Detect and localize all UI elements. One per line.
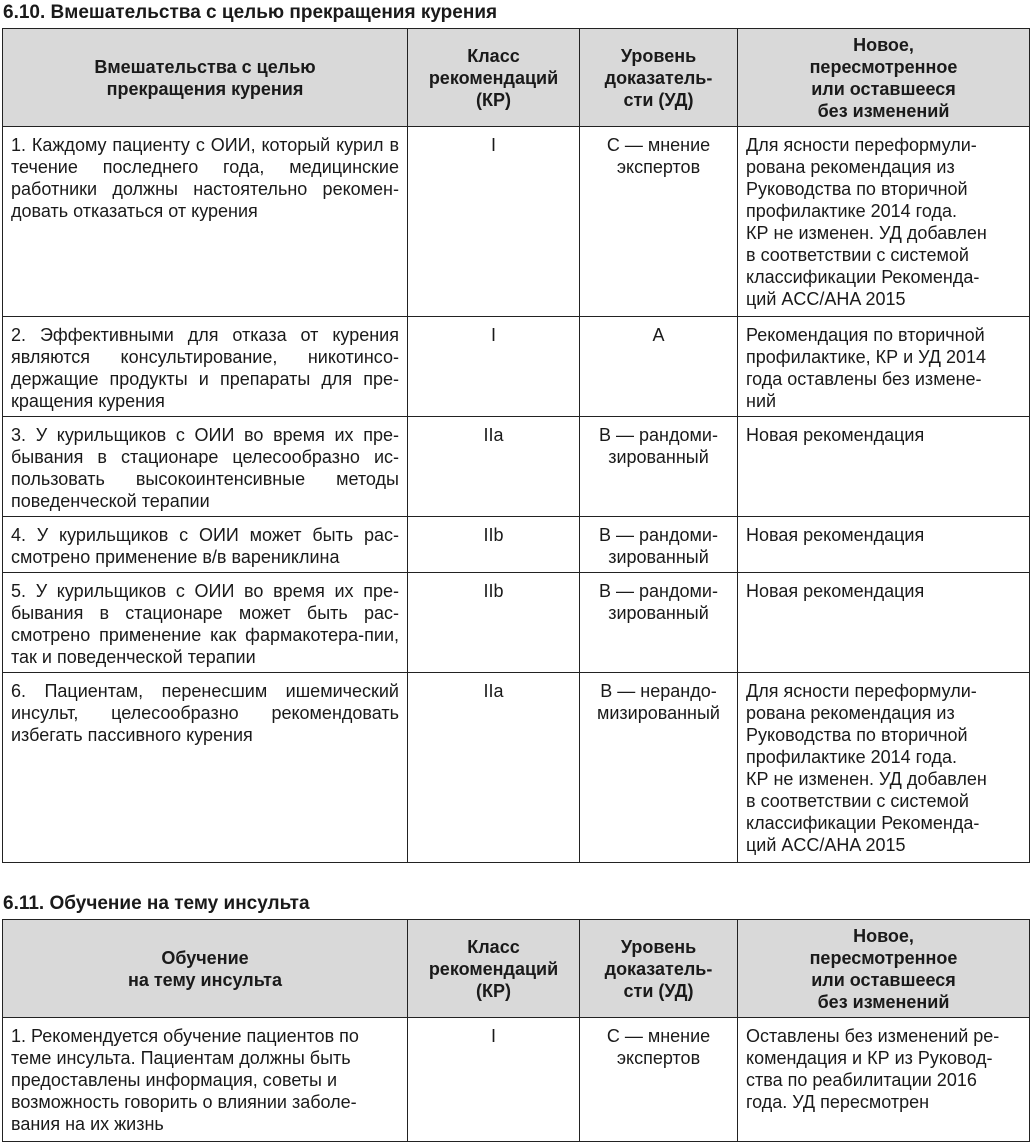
recommendation-text: 1. Каждому пациенту с ОИИ, который курил в течение последнего года, медицинские работники должны настоятельно рекомен-довать отказаться от курения bbox=[3, 127, 408, 317]
recommendation-class: I bbox=[408, 127, 580, 317]
header-intervention: Вмешательства с целью прекращения курения bbox=[3, 29, 408, 127]
recommendation-text: 6. Пациентам, перенесшим ишемический инсульт, целесообразно рекомендовать избегать пассивного курения bbox=[3, 673, 408, 863]
recommendation-class: I bbox=[408, 317, 580, 417]
table-row bbox=[3, 1018, 1030, 1142]
table-row bbox=[3, 317, 1030, 417]
recommendation-class: IIa bbox=[408, 417, 580, 517]
recommendation-text: 4. У курильщиков с ОИИ может быть рас-смотрено применение в/в варениклина bbox=[3, 517, 408, 573]
table-row bbox=[3, 517, 1030, 573]
section-title-smoking: 6.10. Вмешательства с целью прекращения курения bbox=[3, 2, 498, 23]
header-status: Новое, пересмотренное или оставшееся без изменений bbox=[738, 920, 1030, 1018]
education-table bbox=[2, 919, 1030, 1142]
evidence-level: В — рандоми- зированный bbox=[580, 417, 738, 517]
evidence-level: В — рандоми- зированный bbox=[580, 517, 738, 573]
header-class: Класс рекомендаций (КР) bbox=[408, 920, 580, 1018]
header-level: Уровень доказатель- сти (УД) bbox=[580, 920, 738, 1018]
evidence-level: С — мнение экспертов bbox=[580, 127, 738, 317]
header-status: Новое, пересмотренное или оставшееся без изменений bbox=[738, 29, 1030, 127]
recommendation-status: Рекомендация по вторичной профилактике, КР и УД 2014 года оставлены без измене- ний bbox=[738, 317, 1030, 417]
table-header-row bbox=[3, 920, 1030, 1018]
recommendation-class: IIb bbox=[408, 573, 580, 673]
evidence-level: А bbox=[580, 317, 738, 417]
recommendation-status: Для ясности переформули- рована рекомендация из Руководства по вторичной профилактике 2014 года. КР не изменен. УД добавлен в соответствии с системой классификации Рекоменда- ций ACC/AHA 2015 bbox=[738, 127, 1030, 317]
recommendation-status: Новая рекомендация bbox=[738, 417, 1030, 517]
recommendation-text: 5. У курильщиков с ОИИ во время их пре-бывания в стационаре может быть рас-смотрено применение как фармакотера-пии, так и поведенческой терапии bbox=[3, 573, 408, 673]
recommendation-text: 1. Рекомендуется обучение пациентов по теме инсульта. Пациентам должны быть предоставлены информация, советы и возможность говорить о влиянии заболе- вания на их жизнь bbox=[3, 1018, 408, 1142]
recommendation-class: IIa bbox=[408, 673, 580, 863]
header-education: Обучение на тему инсульта bbox=[3, 920, 408, 1018]
evidence-level: С — мнение экспертов bbox=[580, 1018, 738, 1142]
header-class: Класс рекомендаций (КР) bbox=[408, 29, 580, 127]
table-row bbox=[3, 417, 1030, 517]
smoking-table bbox=[2, 28, 1030, 863]
header-level: Уровень доказатель- сти (УД) bbox=[580, 29, 738, 127]
evidence-level: В — рандоми- зированный bbox=[580, 573, 738, 673]
recommendation-text: 2. Эффективными для отказа от курения являются консультирование, никотинсо-держащие продукты и препараты для пре-кращения курения bbox=[3, 317, 408, 417]
table-header-row bbox=[3, 29, 1030, 127]
recommendation-status: Новая рекомендация bbox=[738, 517, 1030, 573]
table-row bbox=[3, 127, 1030, 317]
recommendation-status: Новая рекомендация bbox=[738, 573, 1030, 673]
recommendation-class: I bbox=[408, 1018, 580, 1142]
table-row bbox=[3, 573, 1030, 673]
recommendation-status: Для ясности переформули- рована рекомендация из Руководства по вторичной профилактике 2014 года. КР не изменен. УД добавлен в соответствии с системой классификации Рекоменда- ций ACC/AHA 2015 bbox=[738, 673, 1030, 863]
recommendation-class: IIb bbox=[408, 517, 580, 573]
recommendation-text: 3. У курильщиков с ОИИ во время их пре-бывания в стационаре целесообразно ис-пользовать высокоинтенсивные методы поведенческой терапии bbox=[3, 417, 408, 517]
evidence-level: В — нерандо- мизированный bbox=[580, 673, 738, 863]
table-row bbox=[3, 673, 1030, 863]
recommendation-status: Оставлены без изменений ре- комендация и КР из Руковод- ства по реабилитации 2016 года. УД пересмотрен bbox=[738, 1018, 1030, 1142]
section-title-education: 6.11. Обучение на тему инсульта bbox=[3, 893, 310, 914]
